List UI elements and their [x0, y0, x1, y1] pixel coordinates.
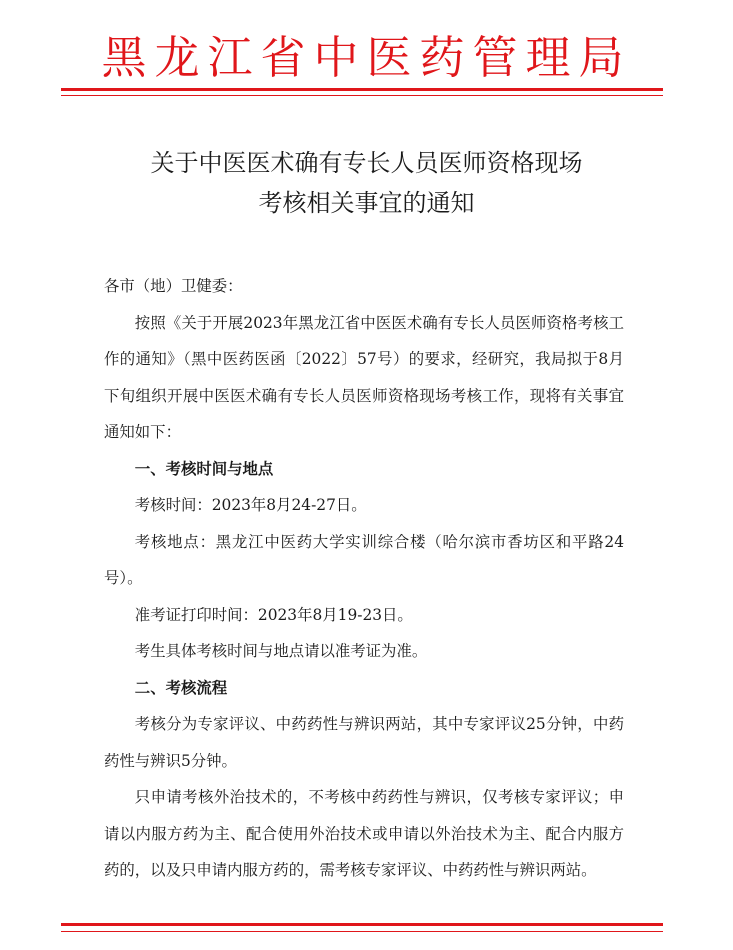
section-1-heading: 一、考核时间与地点 — [134, 459, 274, 478]
document-title — [0, 143, 733, 223]
document-title-line-2: 考核相关事宜的通知 — [258, 189, 475, 217]
exam-stations-paragraph: 考核分为专家评议、中药药性与辨识两站，其中专家评议25分钟，中药药性与辨识5分钟。 — [104, 715, 624, 770]
admission-ticket-note: 考生具体考核时间与地点请以准考证为准。 — [134, 642, 428, 660]
section-2-heading: 二、考核流程 — [134, 678, 228, 697]
footer-red-rule-thick — [61, 923, 663, 926]
header-red-rule-thin — [61, 95, 663, 96]
footer-red-rule-thin — [61, 931, 663, 932]
salutation: 各市（地）卫健委： — [104, 277, 243, 295]
admission-ticket-print-time: 准考证打印时间：2023年8月19-23日。 — [134, 605, 413, 624]
issuing-authority-header: 黑龙江省中医药管理局 — [101, 31, 632, 84]
intro-paragraph: 按照《关于开展2023年黑龙江省中医医术确有专长人员医师资格考核工作的通知》（黑中医药医函〔2022〕57号）的要求，经研究，我局拟于8月下旬组织开展中医医术确有专长人员医师资格现场考核工作，现将有关事宜通知如下： — [104, 313, 624, 441]
exam-scope-paragraph: 只申请考核外治技术的，不考核中药药性与辨识，仅考核专家评议；申请以内服方药为主、配合使用外治技术或申请以外治技术为主、配合内服方药的，以及只申请内服方药的，需考核专家评议、中药药性与辨识两站。 — [104, 788, 624, 879]
document-body — [104, 268, 624, 889]
exam-time: 考核时间：2023年8月24-27日。 — [134, 496, 367, 514]
header-red-rule-thick — [61, 88, 663, 91]
exam-location: 考核地点：黑龙江中医药大学实训综合楼（哈尔滨市香坊区和平路24号）。 — [104, 532, 624, 587]
document-title-line-1: 关于中医医术确有专长人员医师资格现场 — [150, 149, 583, 177]
